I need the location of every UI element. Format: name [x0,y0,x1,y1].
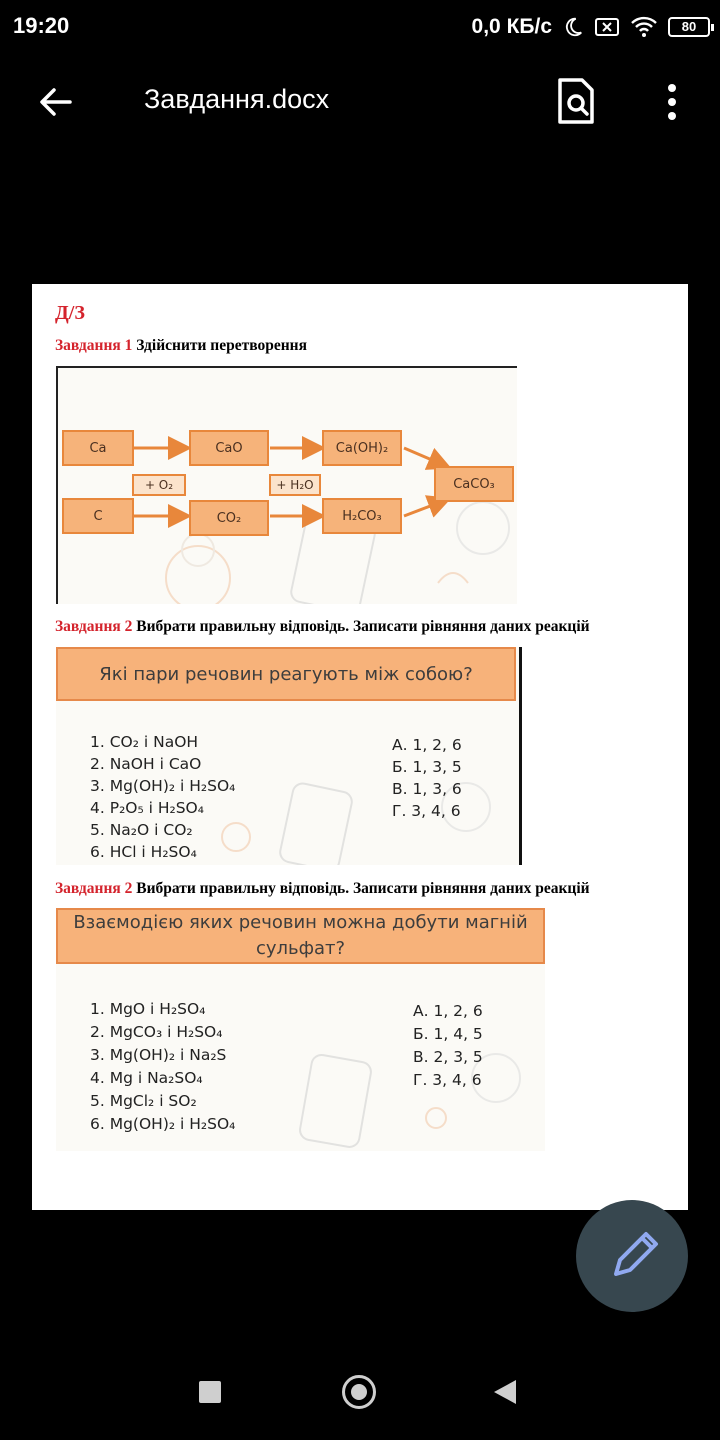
question-card-1 [56,647,522,865]
question-1-answers [392,734,462,822]
scheme-box-caoh2: Ca(OH)₂ [322,430,402,466]
network-speed: 0,0 КБ/с [471,15,552,38]
back-arrow-icon[interactable] [34,80,78,124]
answer-item: Б. 1, 3, 5 [392,758,462,776]
doc-search-icon[interactable] [552,76,600,126]
option-item: 3. Mg(OH)₂ і Na₂S [90,1046,227,1064]
app-bar [0,60,720,142]
option-item: 2. NaOH і CaO [90,755,202,773]
scheme-box-co2: CO₂ [189,500,269,536]
status-bar [0,0,720,54]
question-2-options [90,998,235,1136]
task-1-text: Здійснити перетворення [136,337,307,354]
question-card-2 [56,908,545,1151]
question-2-banner: Взаємодією яких речовин можна добути магній сульфат? [56,908,545,964]
status-time: 19:20 [13,13,70,38]
option-item: 6. Mg(OH)₂ і H₂SO₄ [90,1115,236,1133]
option-item: 6. HCl і H₂SO₄ [90,843,197,861]
scheme-box-caco3: CaCO₃ [434,466,514,502]
edit-pencil-icon [576,1200,688,1312]
status-icons [472,12,710,42]
more-vertical-icon[interactable] [656,80,688,124]
task-3-text: Вибрати правильну відповідь. Записати рівняння даних реакцій [136,880,590,897]
answer-item: В. 1, 3, 6 [392,780,462,798]
task-2-text: Вибрати правильну відповідь. Записати рівняння даних реакцій [136,618,590,635]
home-button[interactable] [342,1375,376,1409]
doodle-illustration [236,1038,536,1148]
moon-icon [562,16,584,38]
option-item: 5. MgCl₂ і SO₂ [90,1092,197,1110]
doodle-illustration [216,767,516,865]
edit-fab-button[interactable] [576,1200,688,1312]
option-item: 3. Mg(OH)₂ і H₂SO₄ [90,777,236,795]
nav-back-button[interactable] [494,1380,516,1404]
answer-item: А. 1, 2, 6 [413,1002,483,1020]
scheme-box-c: C [62,498,134,534]
transformation-scheme [56,366,517,604]
scheme-box-cao: CaO [189,430,269,466]
task-2-label: Завдання 2 [55,618,133,635]
answer-item: А. 1, 2, 6 [392,736,462,754]
task-1-title [55,337,307,355]
wifi-icon [630,16,658,38]
answer-item: Г. 3, 4, 6 [413,1071,482,1089]
option-item: 4. P₂O₅ і H₂SO₄ [90,799,204,817]
task-1-label: Завдання 1 [55,337,133,354]
document-page[interactable] [32,284,688,1210]
battery-icon: 80 [668,17,710,37]
document-title: Завдання.docx [144,84,330,114]
option-item: 5. Na₂O і CO₂ [90,821,193,839]
page-heading: Д/З [55,302,85,324]
question-1-banner: Які пари речовин реагують між собою? [56,647,516,701]
recents-button[interactable] [199,1381,221,1403]
option-item: 2. MgCO₃ і H₂SO₄ [90,1023,223,1041]
task-3-label: Завдання 2 [55,880,133,897]
question-2-answers [413,1000,483,1092]
answer-item: Г. 3, 4, 6 [392,802,461,820]
scheme-reagent-h2o: + H₂O [269,474,321,496]
question-1-options [90,731,235,863]
option-item: 1. MgO і H₂SO₄ [90,1000,206,1018]
task-3-title [55,880,590,898]
scheme-reagent-o2: + O₂ [132,474,186,496]
task-2-title [55,618,590,636]
scheme-box-h2co3: H₂CO₃ [322,498,402,534]
sim-off-icon [594,16,620,38]
option-item: 1. CO₂ і NaOH [90,733,199,751]
answer-item: Б. 1, 4, 5 [413,1025,483,1043]
answer-item: В. 2, 3, 5 [413,1048,483,1066]
system-nav-bar [0,1360,720,1430]
option-item: 4. Mg і Na₂SO₄ [90,1069,203,1087]
scheme-box-ca: Ca [62,430,134,466]
